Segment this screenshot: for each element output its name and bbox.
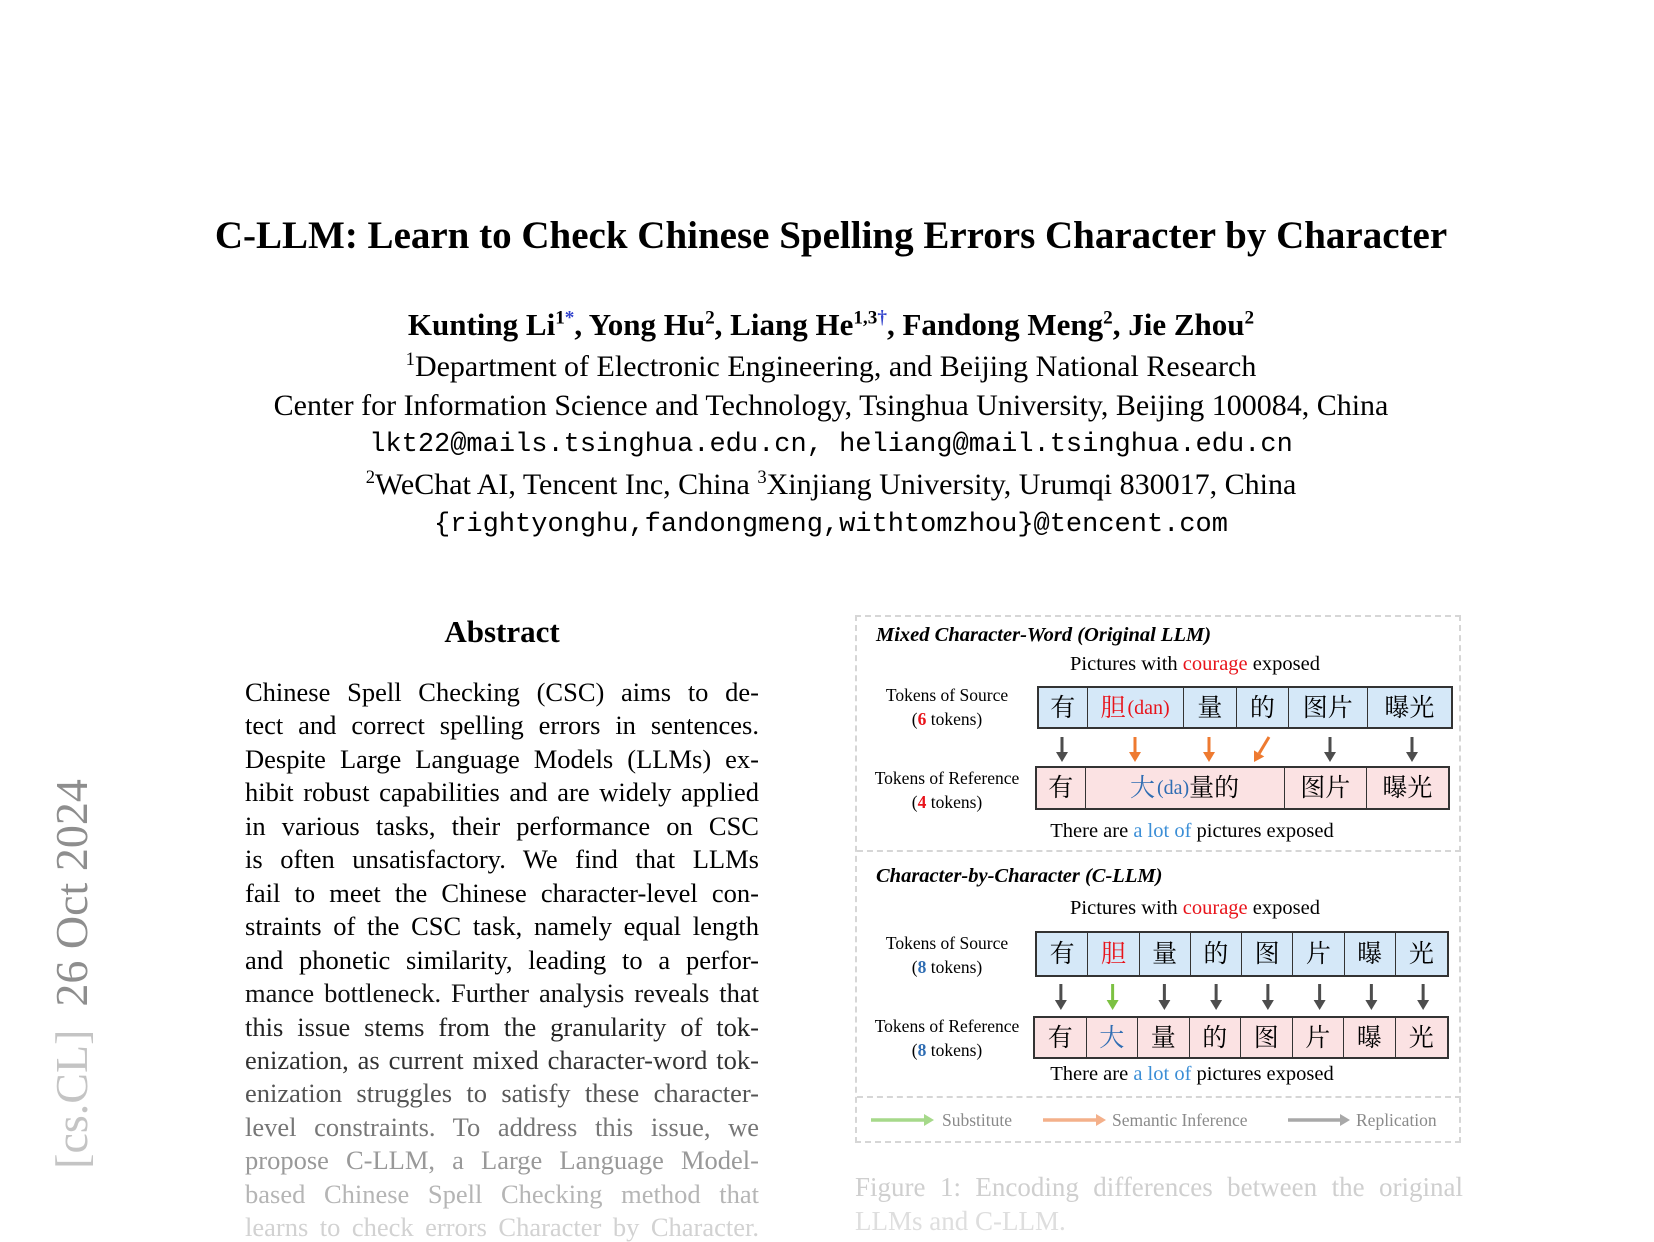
down-arrow-icon: [1055, 984, 1067, 1010]
abstract-line: and phonetic similarity, leading to a perfor-: [245, 944, 759, 975]
token-text: 片: [1305, 1022, 1331, 1052]
label-text: Tokens of Reference: [874, 1016, 1020, 1036]
label-text: Tokens of Source: [885, 685, 1009, 705]
token-text: 光: [1408, 1022, 1434, 1052]
author-affiliation: 1: [555, 307, 565, 329]
abstract-line: hibit robust capabilities and are widely applied: [245, 777, 759, 808]
label-text: Tokens of Source: [885, 933, 1009, 953]
legend-label: Replication: [1356, 1110, 1437, 1130]
arxiv-date: 26 Oct 2024: [46, 779, 97, 1007]
sentence-text: pictures exposed: [1191, 1063, 1334, 1085]
aff-text: WeChat AI, Tencent Inc, China: [374, 468, 750, 501]
token-count: (8 tokens): [911, 1040, 983, 1060]
token-text: 图片: [1300, 773, 1351, 802]
token-text: 有: [1050, 692, 1076, 722]
down-arrow-icon: [1406, 737, 1418, 762]
down-arrow-icon: [1056, 737, 1068, 762]
abstract-line: fail to meet the Chinese character-level con-: [245, 877, 759, 908]
legend-label: Substitute: [942, 1110, 1013, 1130]
token-text: 量: [1197, 692, 1223, 722]
token-count-number: 8: [917, 1040, 927, 1060]
down-arrow-icon: [1158, 984, 1170, 1010]
sentence-text: pictures exposed: [1191, 820, 1334, 842]
email-line-1: lkt22@mails.tsinghua.edu.cn, heliang@mail.tsinghua.edu.cn: [369, 430, 1293, 460]
token-pinyin: (da): [1156, 777, 1190, 799]
sentence-text: There are: [1050, 820, 1134, 842]
author-affiliation: 2: [1103, 307, 1113, 329]
paper-title: C-LLM: Learn to Check Chinese Spelling Errors Character by Character: [214, 214, 1448, 257]
aff-marker: 1: [405, 348, 415, 370]
author-name: Kunting Li: [407, 307, 556, 342]
down-arrow-icon: [1324, 737, 1336, 762]
corrected-phrase: a lot of: [1133, 820, 1192, 842]
token-count-number: 6: [917, 709, 927, 729]
aff-marker: 3: [757, 466, 767, 488]
label-text: Tokens of Reference: [874, 768, 1020, 788]
down-arrow-icon: [1254, 737, 1269, 762]
author-name: Jie Zhou: [1128, 307, 1245, 342]
author-note-mark: *: [564, 307, 575, 329]
aff-marker: 2: [365, 466, 375, 488]
token-pinyin: (dan): [1127, 696, 1170, 719]
token-text: 的: [1249, 692, 1275, 722]
corrected-phrase: a lot of: [1133, 1063, 1192, 1085]
token-text: 的: [1202, 1022, 1228, 1052]
sentence-text: Pictures with: [1070, 897, 1183, 919]
down-arrow-icon: [1107, 984, 1119, 1010]
token-text: 曝: [1356, 1022, 1382, 1052]
figure-caption-line1: Figure 1: Encoding differences between the original: [855, 1172, 1463, 1202]
aff-text: Department of Electronic Engineering, and Beijing National Research: [414, 350, 1257, 383]
down-arrow-icon: [1365, 984, 1377, 1010]
author-affiliation: 2: [1244, 307, 1255, 329]
down-arrow-icon: [1210, 984, 1222, 1010]
author-list: Kunting $Li^{1*}$, Yong Hu$^2$, Liang $He^{1,3\dagger}$, Fandong Meng$^2$, Jie Zhou$^2$: [407, 307, 1255, 342]
token-text: 量: [1150, 1022, 1176, 1052]
token-text: 大: [1099, 1022, 1125, 1052]
arxiv-category: [cs.CL]: [46, 1029, 97, 1169]
author-name: Fandong Meng: [902, 307, 1104, 342]
legend-arrow-icon: [871, 1114, 934, 1126]
token-text: 有: [1048, 773, 1074, 802]
token-text: 曝: [1357, 939, 1383, 968]
error-word: courage: [1182, 897, 1248, 919]
sentence-text: exposed: [1247, 653, 1320, 675]
abstract-line: Chinese Spell Checking (CSC) aims to de-: [245, 677, 759, 707]
token-text: 量的: [1189, 773, 1240, 802]
token-text: 曝光: [1382, 773, 1433, 802]
token-count: (6 tokens): [911, 709, 983, 729]
author-name: Yong Hu: [588, 307, 706, 342]
author-note-mark: †: [877, 307, 887, 329]
token-count: (8 tokens): [911, 957, 983, 977]
down-arrow-icon: [1417, 984, 1429, 1010]
author-affiliation: 1,3: [853, 307, 878, 329]
abstract-line: in various tasks, their performance on CSC: [245, 810, 759, 841]
token-text: 的: [1203, 939, 1229, 968]
error-word: courage: [1182, 653, 1248, 675]
aff-text: Xinjiang University, Urumqi 830017, China: [766, 468, 1297, 501]
email-line-2: {rightyonghu,fandongmeng,withtomzhou}@tencent.com: [434, 510, 1228, 540]
abstract-line: level constraints. To address this issue, we: [245, 1111, 759, 1142]
token-count-number: 8: [917, 957, 927, 977]
down-arrow-icon: [1129, 737, 1141, 762]
abstract-line: this issue stems from the granularity of tok-: [245, 1011, 759, 1042]
token-count: (4 tokens): [911, 792, 983, 812]
abstract-line: mance bottleneck. Further analysis reveals that: [245, 978, 759, 1009]
figure-caption-line2: LLMs and C-LLM.: [855, 1206, 1066, 1236]
token-text: 图片: [1302, 692, 1353, 722]
author-affiliation: 2: [705, 307, 715, 329]
down-arrow-icon: [1262, 984, 1274, 1010]
sentence-text: Pictures with: [1070, 653, 1183, 675]
legend-arrow-icon: [1288, 1114, 1350, 1126]
abstract-line: based Chinese Spell Checking method that: [245, 1178, 759, 1209]
token-text: 胆: [1100, 939, 1126, 968]
sentence-text: exposed: [1247, 897, 1320, 919]
abstract-line: is often unsatisfactory. We find that LLMs: [245, 844, 759, 875]
token-text: 图: [1254, 939, 1280, 968]
token-text: 有: [1047, 1022, 1073, 1052]
abstract-line: straints of the CSC task, namely equal length: [245, 911, 759, 942]
token-text: 光: [1408, 939, 1434, 968]
abstract-line: propose C-LLM, a Large Language Model-: [245, 1145, 759, 1176]
affiliation-1-line2: Center for Information Science and Technology, Tsinghua University, Beijing 100084, China: [273, 389, 1389, 422]
section-title: Character-by-Character (C-LLM): [876, 865, 1163, 887]
token-text: 量: [1152, 939, 1178, 968]
token-text: 曝光: [1384, 692, 1435, 722]
down-arrow-icon: [1314, 984, 1326, 1010]
token-count-number: 4: [917, 792, 927, 812]
abstract-heading: Abstract: [444, 614, 560, 649]
token-text: 图: [1253, 1022, 1279, 1052]
legend-label: Semantic Inference: [1112, 1110, 1248, 1130]
token-text: 有: [1049, 939, 1075, 968]
abstract-line: enization, as current mixed character-word tok-: [245, 1044, 759, 1075]
author-name: Liang He: [730, 307, 854, 342]
abstract-line: tect and correct spelling errors in sentences.: [245, 710, 759, 741]
abstract-line: Despite Large Language Models (LLMs) ex-: [245, 743, 759, 774]
abstract-line: learns to check errors Character by Character.: [245, 1212, 759, 1242]
token-text: 片: [1305, 939, 1331, 968]
down-arrow-icon: [1203, 737, 1215, 762]
section-title: Mixed Character-Word (Original LLM): [876, 624, 1212, 646]
token-text: 胆: [1100, 692, 1126, 722]
abstract-line: enization struggles to satisfy these character-: [245, 1078, 759, 1109]
token-text: 大: [1129, 773, 1155, 802]
sentence-text: There are: [1050, 1063, 1134, 1085]
legend-arrow-icon: [1043, 1114, 1106, 1126]
